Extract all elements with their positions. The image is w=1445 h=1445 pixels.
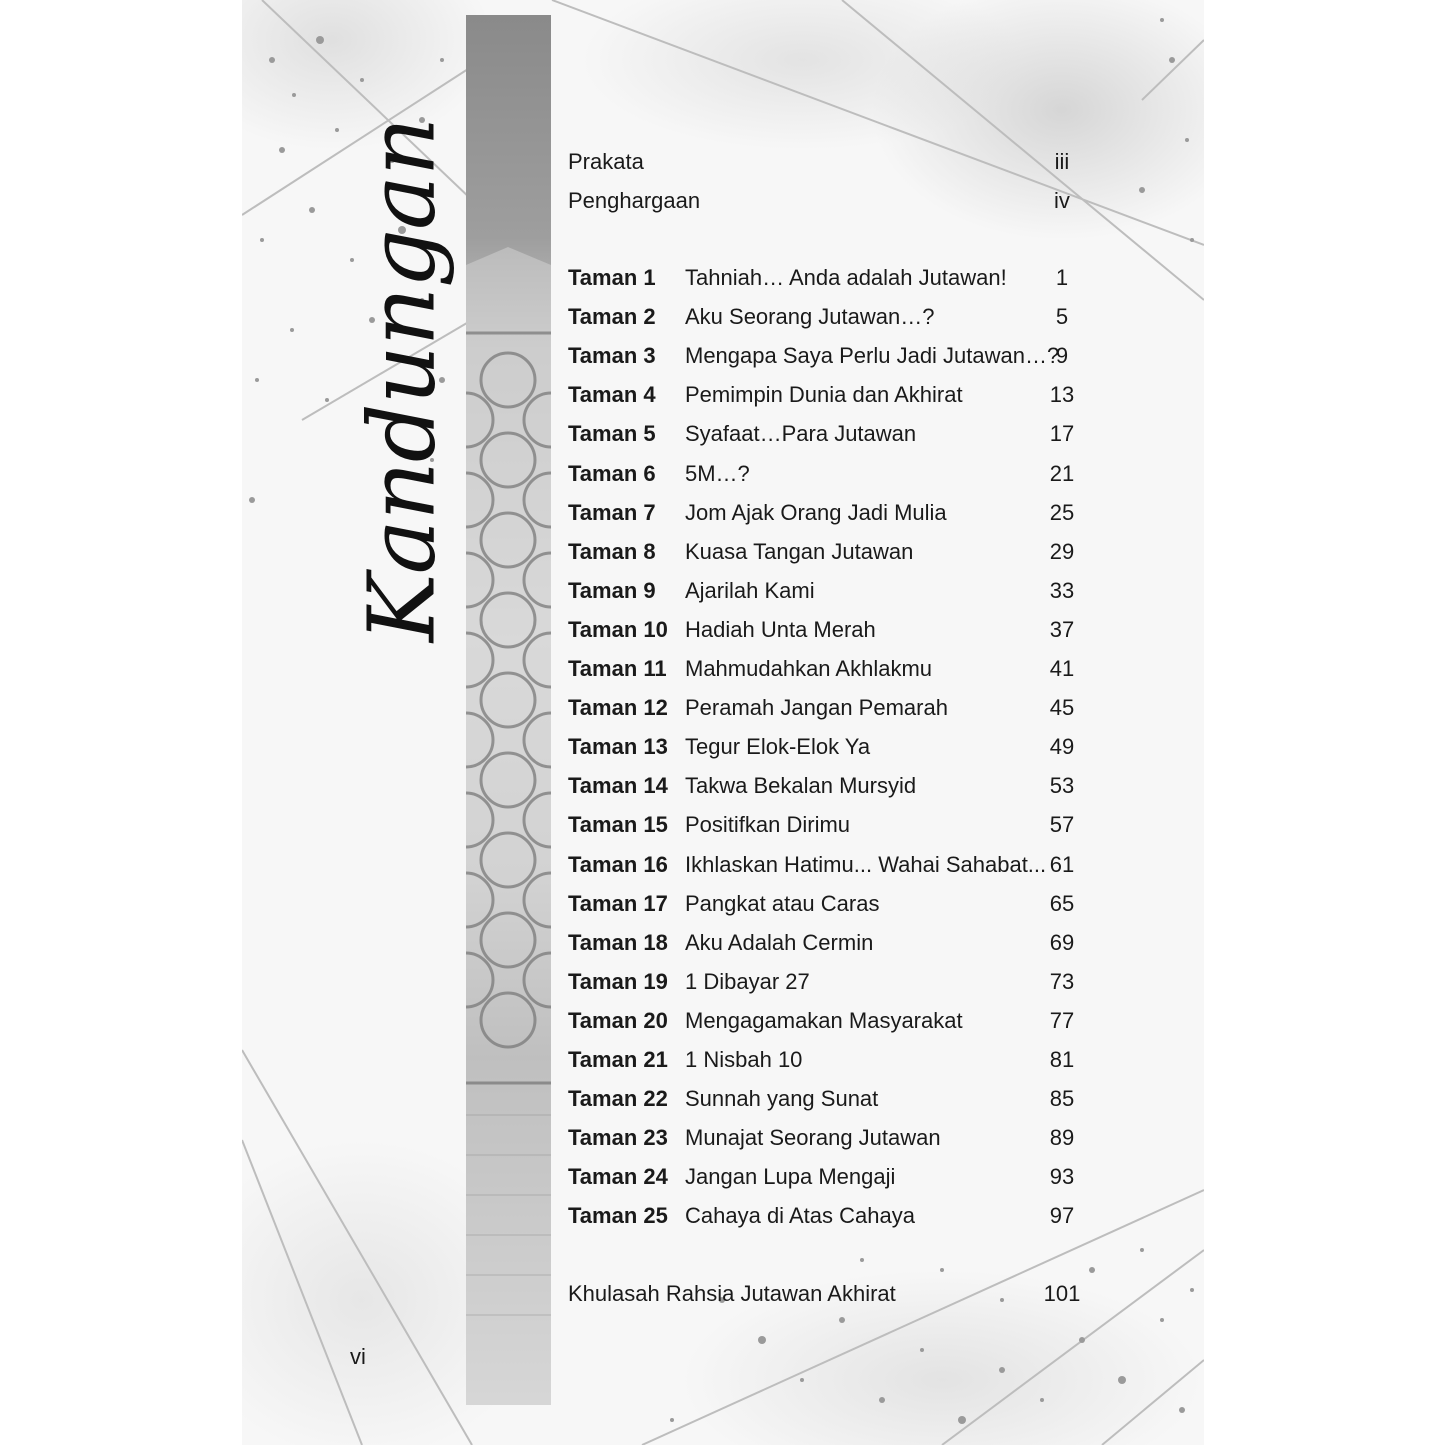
chapter-label: Taman 3 xyxy=(568,343,656,369)
chapter-page-number: 49 xyxy=(1049,734,1075,760)
chapter-page-number: 69 xyxy=(1049,929,1075,955)
chapter-page-number: 57 xyxy=(1049,812,1075,838)
chapter-title: Mahmudahkan Akhlakmu xyxy=(685,656,933,681)
chapter-label: Taman 2 xyxy=(568,304,656,330)
chapter-label: Taman 5 xyxy=(568,421,656,447)
chapter-label: Taman 8 xyxy=(568,538,656,564)
chapter-title: Mengagamakan Masyarakat xyxy=(685,1007,963,1033)
front-matter-page-number: iv xyxy=(1054,188,1070,213)
chapter-page-number: 37 xyxy=(1049,616,1075,642)
chapter-title: Ajarilah Kami xyxy=(685,577,815,603)
chapter-page-number: 13 xyxy=(1049,382,1075,408)
chapter-title: 1 Nisbah 10 xyxy=(685,1047,803,1072)
chapter-label: Taman 14 xyxy=(568,773,668,799)
chapter-label: Taman 22 xyxy=(568,1086,668,1112)
chapter-title: Aku Seorang Jutawan…? xyxy=(685,304,935,330)
chapter-page-number: 17 xyxy=(1049,421,1075,447)
chapter-label: Taman 23 xyxy=(568,1125,668,1151)
chapter-title: Aku Adalah Cermin xyxy=(685,929,874,955)
chapter-label: Taman 18 xyxy=(568,929,668,955)
chapter-label: Taman 25 xyxy=(568,1203,668,1229)
chapter-page-number: 65 xyxy=(1049,890,1075,916)
chapter-label: Taman 9 xyxy=(568,577,656,603)
chapter-label: Taman 24 xyxy=(568,1164,668,1190)
chapter-label: Taman 20 xyxy=(568,1007,668,1033)
chapter-label: Taman 21 xyxy=(568,1047,668,1072)
front-matter-title: Penghargaan xyxy=(568,188,701,213)
chapter-title: Mengapa Saya Perlu Jadi Jutawan…? xyxy=(685,343,1060,369)
chapter-title: Jangan Lupa Mengaji xyxy=(685,1164,896,1190)
chapter-label: Taman 6 xyxy=(568,460,656,486)
page-heading: Kandungan xyxy=(348,117,456,643)
chapter-label: Taman 12 xyxy=(568,695,668,721)
chapter-title: Pemimpin Dunia dan Akhirat xyxy=(685,382,963,408)
chapter-label: Taman 19 xyxy=(568,968,668,994)
chapter-title: Cahaya di Atas Cahaya xyxy=(685,1203,915,1229)
chapter-title: Kuasa Tangan Jutawan xyxy=(685,538,914,564)
chapter-title: Tahniah… Anda adalah Jutawan! xyxy=(685,265,1007,290)
chapter-page-number: 89 xyxy=(1049,1125,1075,1151)
chapter-page-number: 25 xyxy=(1049,499,1075,525)
chapter-title: Hadiah Unta Merah xyxy=(685,616,876,642)
chapter-title: Syafaat…Para Jutawan xyxy=(685,421,917,447)
chapter-page-number: 21 xyxy=(1049,460,1075,486)
chapter-label: Taman 1 xyxy=(568,265,656,290)
decorative-lattice-band xyxy=(466,15,551,1405)
chapter-title: Positifkan Dirimu xyxy=(685,812,851,838)
chapter-label: Taman 16 xyxy=(568,851,668,877)
chapter-label: Taman 13 xyxy=(568,734,668,760)
chapter-page-number: 1 xyxy=(1055,265,1069,290)
chapter-title: Tegur Elok-Elok Ya xyxy=(685,734,871,760)
back-matter-title: Khulasah Rahsia Jutawan Akhirat xyxy=(568,1281,896,1306)
chapter-title: 5M…? xyxy=(685,460,750,486)
chapter-title: Ikhlaskan Hatimu... Wahai Sahabat... xyxy=(685,851,1047,877)
chapter-title: Sunnah yang Sunat xyxy=(685,1086,879,1112)
chapter-title: Munajat Seorang Jutawan xyxy=(685,1125,941,1151)
chapter-page-number: 53 xyxy=(1049,773,1075,799)
chapter-label: Taman 17 xyxy=(568,890,668,916)
chapter-label: Taman 7 xyxy=(568,499,656,525)
chapter-label: Taman 15 xyxy=(568,812,668,838)
chapter-label: Taman 10 xyxy=(568,616,668,642)
chapter-page-number: 41 xyxy=(1049,656,1075,681)
page-number: vi xyxy=(350,1344,366,1369)
chapter-label: Taman 4 xyxy=(568,382,656,408)
chapter-title: Takwa Bekalan Mursyid xyxy=(685,773,917,799)
chapter-page-number: 29 xyxy=(1049,538,1075,564)
chapter-page-number: 97 xyxy=(1049,1203,1075,1229)
chapter-page-number: 33 xyxy=(1049,577,1075,603)
chapter-page-number: 45 xyxy=(1049,695,1075,721)
chapter-page-number: 81 xyxy=(1049,1047,1075,1072)
chapter-page-number: 61 xyxy=(1049,851,1075,877)
chapter-title: 1 Dibayar 27 xyxy=(685,968,810,994)
chapter-page-number: 73 xyxy=(1049,968,1075,994)
chapter-page-number: 77 xyxy=(1049,1007,1075,1033)
chapter-page-number: 85 xyxy=(1049,1086,1075,1112)
chapter-title: Peramah Jangan Pemarah xyxy=(685,695,948,721)
chapter-label: Taman 11 xyxy=(568,656,667,681)
chapter-title: Pangkat atau Caras xyxy=(685,890,880,916)
chapter-page-number: 5 xyxy=(1055,304,1069,330)
chapter-page-number: 9 xyxy=(1055,343,1069,369)
back-matter-page-number: 101 xyxy=(1043,1281,1081,1306)
front-matter-page-number: iii xyxy=(1054,149,1070,174)
chapter-title: Jom Ajak Orang Jadi Mulia xyxy=(685,499,947,525)
front-matter-title: Prakata xyxy=(568,149,644,174)
chapter-page-number: 93 xyxy=(1049,1164,1075,1190)
